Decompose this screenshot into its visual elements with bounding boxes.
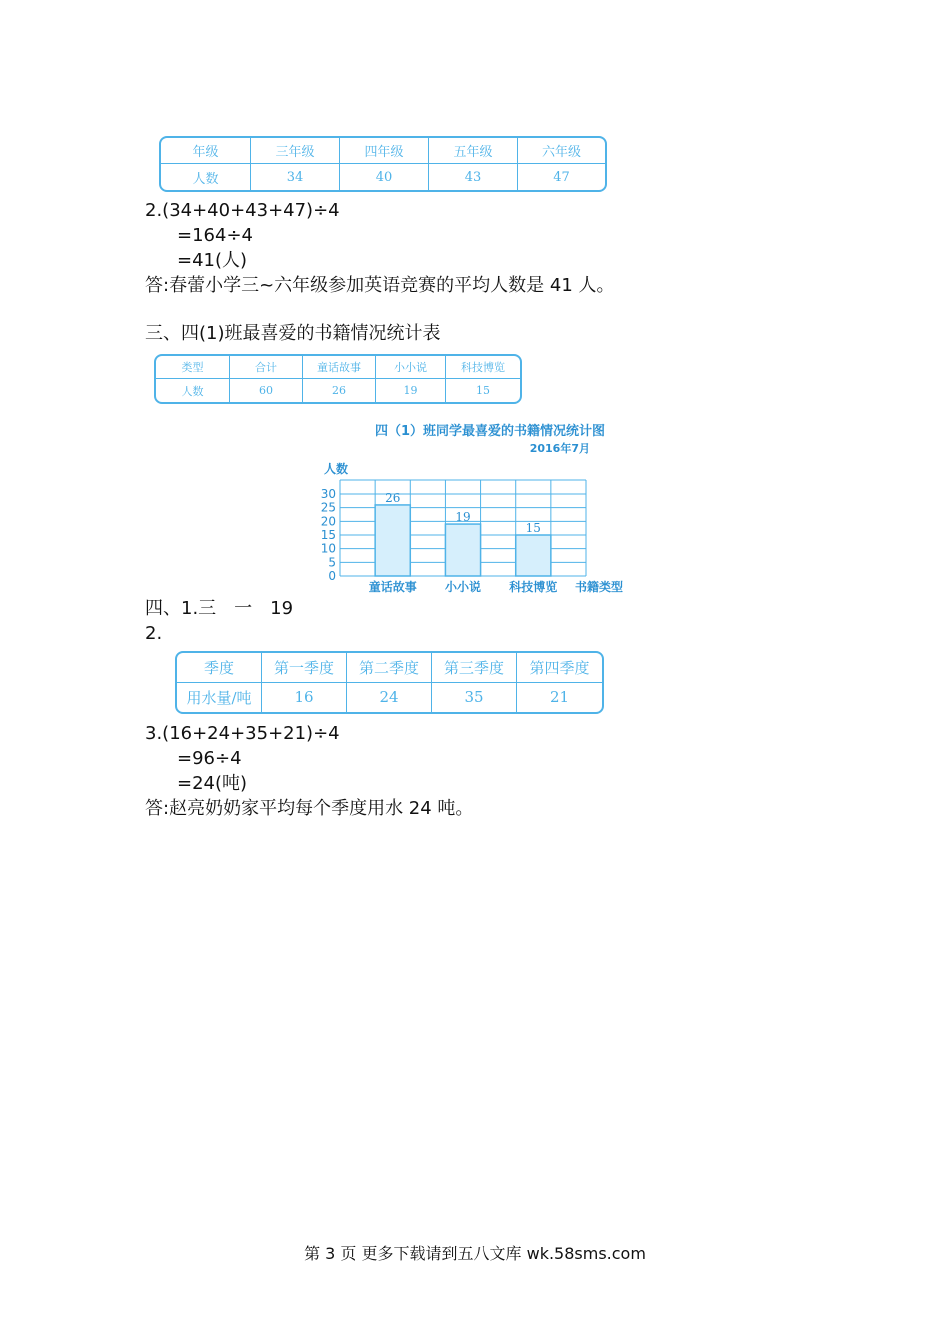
table-cell: 科技博览 xyxy=(446,356,520,379)
table-cell: 四年级 xyxy=(340,138,429,164)
calc-line: =96÷4 xyxy=(177,748,242,769)
section-heading: 三、四(1)班最喜爱的书籍情况统计表 xyxy=(145,323,441,344)
bar xyxy=(516,535,551,576)
table-cell: 第一季度 xyxy=(262,653,347,683)
answer-line: 答:春蕾小学三~六年级参加英语竞赛的平均人数是 41 人。 xyxy=(145,275,615,296)
table-cell: 合计 xyxy=(230,356,303,379)
calc-line: =24(吨) xyxy=(177,773,248,794)
bar xyxy=(375,505,410,576)
table-cell: 47 xyxy=(553,169,570,185)
bar-data-label: 15 xyxy=(525,521,541,535)
x-tick-label: 小小说 xyxy=(444,580,482,594)
table-cell: 21 xyxy=(549,688,570,707)
book-preference-bar-chart xyxy=(300,415,640,600)
bar-data-label: 19 xyxy=(455,510,471,525)
table-cell: 第四季度 xyxy=(517,653,602,683)
y-tick-label: 5 xyxy=(328,555,336,570)
table-cell: 19 xyxy=(376,379,446,402)
table-cell: 六年级 xyxy=(518,138,605,164)
table-cell: 小小说 xyxy=(376,356,446,379)
calc-line: 3.(16+24+35+21)÷4 xyxy=(145,723,340,744)
chart-subtitle: 2016年7月 xyxy=(529,442,590,455)
x-tick-label: 科技博览 xyxy=(509,580,558,594)
table-cell: 15 xyxy=(476,384,490,397)
water-usage-table xyxy=(175,651,604,714)
page-footer: 第 3 页 更多下载请到五八文库 wk.58sms.com xyxy=(304,1244,646,1263)
table-cell: 34 xyxy=(251,164,340,190)
table-cell: 类型 xyxy=(156,356,230,379)
x-tick-label: 童话故事 xyxy=(368,580,417,594)
table-cell: 60 xyxy=(230,379,303,402)
y-tick-label: 30 xyxy=(320,487,336,501)
answer-line: 四、1.三 一 19 xyxy=(145,598,294,619)
y-tick-label: 10 xyxy=(320,541,336,556)
grade-count-table xyxy=(159,136,607,192)
table-cell: 人数 xyxy=(161,164,251,190)
y-tick-label: 20 xyxy=(320,514,336,529)
x-axis-label: 书籍类型 xyxy=(574,580,624,594)
calc-line: 2.(34+40+43+47)÷4 xyxy=(145,200,340,221)
chart-bars xyxy=(375,491,551,576)
question-number: 2. xyxy=(145,623,163,644)
table-cell: 16 xyxy=(262,683,347,713)
y-tick-label: 25 xyxy=(320,500,336,515)
y-axis-label: 人数 xyxy=(324,462,349,476)
calc-line: =41(人) xyxy=(177,250,248,271)
table-cell: 童话故事 xyxy=(303,356,376,379)
chart-title: 四（1）班同学最喜爱的书籍情况统计图 xyxy=(374,424,606,439)
y-tick-label: 15 xyxy=(320,528,336,542)
chart-yticks xyxy=(321,487,336,583)
table-cell: 三年级 xyxy=(251,138,340,164)
chart-xticks xyxy=(369,579,558,594)
table-cell: 用水量/吨 xyxy=(177,683,262,713)
table-cell: 35 xyxy=(432,683,517,713)
y-tick-label: 0 xyxy=(328,569,336,583)
bar-data-label: 26 xyxy=(385,490,401,505)
table-cell: 季度 xyxy=(177,653,262,683)
book-preference-table xyxy=(154,354,522,404)
table-cell: 人数 xyxy=(156,379,230,402)
table-cell: 26 xyxy=(303,379,376,402)
table-cell: 24 xyxy=(347,683,432,713)
table-cell: 43 xyxy=(429,164,518,190)
bar xyxy=(445,524,480,576)
table-cell: 五年级 xyxy=(429,138,518,164)
calc-line: =164÷4 xyxy=(177,225,253,246)
table-cell: 40 xyxy=(340,164,429,190)
table-cell: 第三季度 xyxy=(432,653,517,683)
answer-line: 答:赵亮奶奶家平均每个季度用水 24 吨。 xyxy=(145,798,474,819)
table-cell: 第二季度 xyxy=(347,653,432,683)
table-cell: 年级 xyxy=(161,138,251,164)
